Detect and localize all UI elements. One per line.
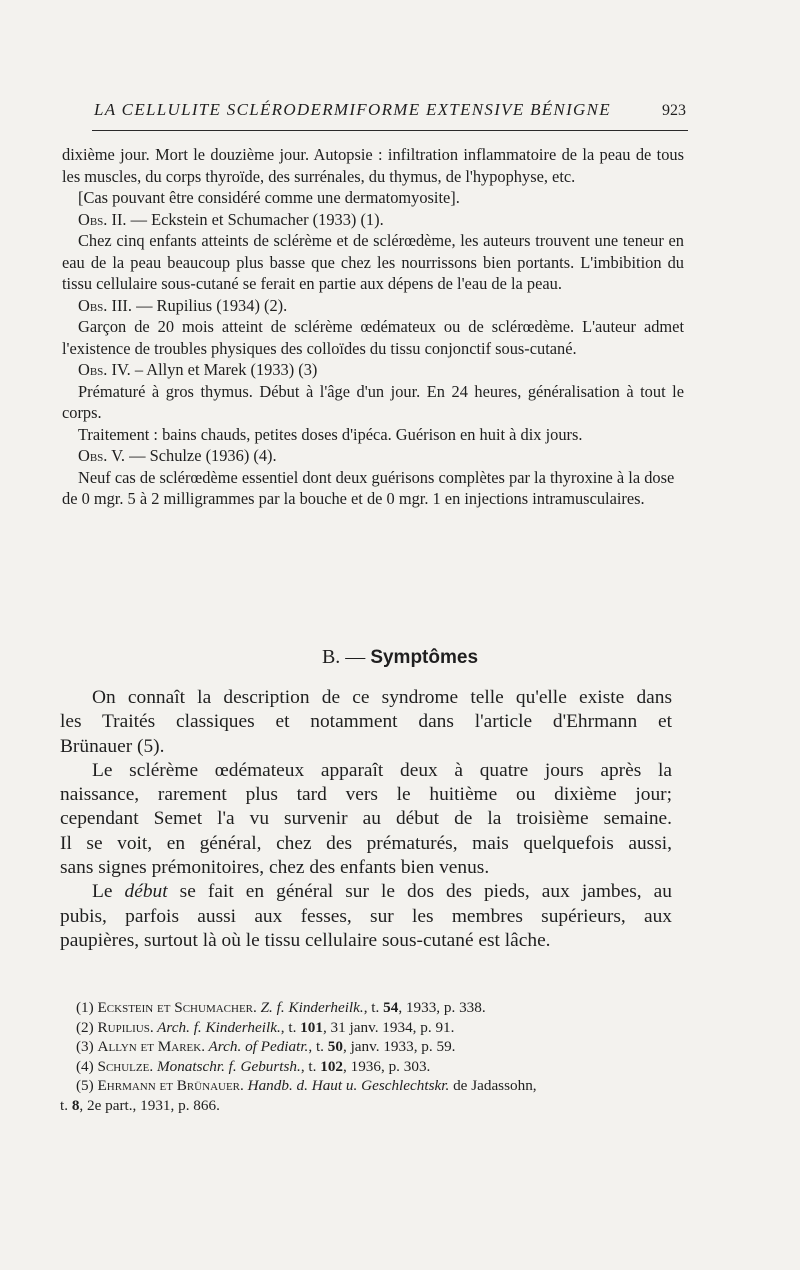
footnote-journal: Monatschr. f. Geburtsh. <box>153 1057 301 1075</box>
paragraph-observation-4: Prématuré à gros thymus. Début à l'âge d'un jour. En 24 heures, généralisation à tout le corps. <box>62 381 684 422</box>
observation-5-heading <box>62 445 684 467</box>
paragraph-location-end: paupières, surtout là où le tissu cellulaire sous-cutané est lâche. <box>60 929 551 951</box>
footnote-journal: Handb. d. Haut u. Geschlechtskr. <box>243 1077 450 1094</box>
footnote-authors: Ehrmann et Brünauer. <box>97 1077 244 1094</box>
footnote-authors: Eckstein et Schumacher. <box>97 999 257 1016</box>
footnote-text: , 1936, p. 303. <box>343 1057 431 1075</box>
footnote-text: t. <box>60 1096 72 1114</box>
paragraph-observation-3: Garçon de 20 mois atteint de sclérème œdémateux ou de sclérœdème. L'auteur admet l'existence de troubles physiques des colloïdes du tissu conjonctif sous-cutané. <box>62 317 684 358</box>
section-letter: B. — <box>321 646 371 668</box>
text-line <box>60 880 672 904</box>
footnote-text: , t. <box>300 1057 321 1075</box>
footnote-text: , 2e part., 1931, p. 866. <box>79 1096 220 1114</box>
footnote-text: , t. <box>308 1038 328 1055</box>
footnote-text: , t. <box>363 999 384 1016</box>
footnotes <box>60 998 682 1115</box>
observation-label: Obs. IV. <box>78 360 131 379</box>
paragraph-description <box>60 686 672 735</box>
paragraph-observation-2: Chez cinq enfants atteints de sclérème et de sclérœdème, les auteurs trouvent une teneur en eau de la peau beaucoup plus basse que chez les nourrissons bien portants. L'imbibition du tissu cellulaire sous-cutané se ferait en partie aux dépens de l'eau de la peau. <box>62 231 684 293</box>
emphasis-debut: début <box>124 881 168 903</box>
observation-label: Obs. II. <box>78 209 127 229</box>
running-header <box>94 100 686 120</box>
paragraph-onset-end: sans signes prémonitoires, chez des enfants bien venus. <box>60 857 490 879</box>
footnote-number: (3) <box>76 1038 98 1055</box>
observation-reference: — Rupilius (1934) (2). <box>131 295 288 315</box>
footnote-4 <box>60 1057 682 1077</box>
footnote-number: (2) <box>76 1018 98 1036</box>
footnote-number: (4) <box>76 1057 98 1075</box>
footnote-authors: Allyn et Marek. <box>97 1038 205 1055</box>
footnote-5 <box>60 1076 682 1096</box>
observation-reference: — Eckstein et Schumacher (1933) (1). <box>126 209 384 229</box>
text-line: cependant Semet l'a vu survenir au début de la troisième semaine. <box>60 808 672 830</box>
text-line: On connaît la description de ce syndrome telle qu'elle existe dans <box>92 687 672 708</box>
paragraph-autopsy: dixième jour. Mort le douzième jour. Autopsie : infiltration inflammatoire de la peau de tous les muscles, du corps thyroïde, des surrénales, du thymus, de l'hypophyse, etc. <box>62 145 684 186</box>
paragraph-treatment: Traitement : bains chauds, petites doses d'ipéca. Guérison en huit à dix jours. <box>78 424 583 444</box>
text-line: Il se voit, en général, chez des prématurés, mais quelquefois aussi, <box>60 832 672 854</box>
paragraph-observation-5: Neuf cas de sclérœdème essentiel dont deux guérisons complètes par la thyroxine à la dose de 0 mgr. 5 à 2 milligrammes par la bouche et de 0 mgr. 1 en injections intramusculaires. <box>62 467 675 508</box>
observation-reference: — Schulze (1936) (4). <box>125 446 277 465</box>
observations-block <box>62 144 684 510</box>
footnote-text: , 31 janv. 1934, p. 91. <box>322 1018 455 1036</box>
symptoms-text <box>60 686 672 953</box>
observation-reference: – Allyn et Marek (1933) (3) <box>130 360 318 379</box>
text-line: les Traités classiques et notamment dans l'article d'Ehrmann et <box>60 711 672 733</box>
text-fragment: se fait en général sur le dos des pieds, aux jambes, au <box>167 881 672 903</box>
observation-label: Obs. III. <box>78 295 132 315</box>
footnote-3 <box>60 1037 682 1057</box>
paragraph-description-end: Brünauer (5). <box>60 735 165 757</box>
footnote-1 <box>60 998 682 1018</box>
observation-label: Obs. V. <box>78 446 126 465</box>
footnote-volume: 101 <box>300 1018 323 1036</box>
footnote-journal: Arch. f. Kinderheilk. <box>153 1018 281 1036</box>
observation-3-heading <box>62 295 684 317</box>
paragraph-onset <box>60 759 672 856</box>
paragraph-location <box>60 880 672 929</box>
footnote-text: de Jadassohn, <box>449 1077 537 1094</box>
paragraph-dermatomyositis-note: [Cas pouvant être considéré comme une dermatomyosite]. <box>78 188 460 207</box>
footnote-text: , t. <box>280 1018 301 1036</box>
text-line: naissance, rarement plus tard vers le huitième ou dixième jour; <box>60 784 672 806</box>
footnote-number: (1) <box>76 999 98 1016</box>
header-rule <box>92 130 688 131</box>
footnote-volume: 102 <box>320 1057 344 1075</box>
running-title: LA CELLULITE SCLÉRODERMIFORME EXTENSIVE BÉNIGNE <box>94 100 611 119</box>
footnote-journal: Z. f. Kinderheilk. <box>256 999 364 1016</box>
observation-4-heading <box>62 359 684 381</box>
footnote-2 <box>60 1018 682 1038</box>
observation-2-heading <box>62 209 684 231</box>
page-number: 923 <box>662 102 686 119</box>
footnote-authors: Schulze. <box>97 1057 154 1075</box>
text-line: Le sclérème œdémateux apparaît deux à quatre jours après la <box>92 759 672 781</box>
footnote-authors: Rupilius. <box>97 1018 154 1036</box>
footnote-text: , 1933, p. 338. <box>398 999 486 1016</box>
footnote-volume: 50 <box>327 1038 343 1055</box>
footnote-volume: 54 <box>383 999 399 1016</box>
section-title: Symptômes <box>370 647 479 668</box>
section-heading <box>0 646 800 669</box>
text-line: pubis, parfois aussi aux fesses, sur les membres supérieurs, aux <box>60 905 672 927</box>
text-fragment: Le <box>92 881 125 903</box>
footnote-journal: Arch. of Pediatr. <box>205 1038 309 1055</box>
footnote-text: , janv. 1933, p. 59. <box>342 1038 456 1055</box>
footnote-5-continued <box>60 1096 682 1116</box>
footnote-volume: 8 <box>71 1096 80 1114</box>
footnote-number: (5) <box>76 1077 98 1094</box>
